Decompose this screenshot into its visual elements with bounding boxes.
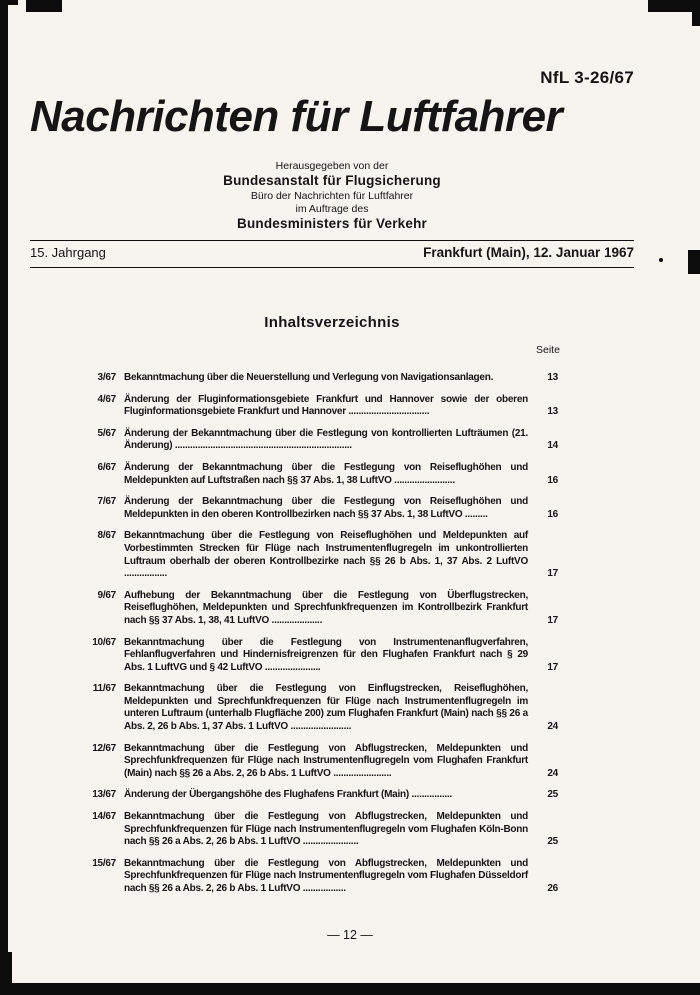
toc-entry-page: 25 <box>547 789 558 801</box>
toc-entry <box>46 590 558 628</box>
toc-entry-page: 17 <box>547 661 558 673</box>
toc-entry-text: Änderung der Bekanntmachung über die Festlegung von Reiseflughöhen und Meldepunkten in den oberen Kontrollbezirken nach §§ 37 Abs. 1, 38 LuftVO ......... <box>124 496 528 520</box>
toc-entry <box>46 462 558 487</box>
publisher-line: im Auftrage des <box>295 203 369 216</box>
toc-entry-page: 16 <box>547 474 558 486</box>
toc-entry <box>46 811 558 849</box>
toc-entry-number: 15/67 <box>92 857 116 869</box>
toc-entry-number: 5/67 <box>97 427 116 439</box>
toc-entry <box>46 496 558 521</box>
divider-rule-bottom <box>30 267 634 268</box>
toc-entry-number: 3/67 <box>97 372 116 383</box>
scan-artifact-top-left <box>26 0 62 12</box>
toc-entry-text: Bekanntmachung über die Festlegung von Abflugstrecken, Meldepunkten und Sprechfunkfrequenzen für Flüge nach Instrumentenflugregeln vom Flughafen Frankfurt (Main) nach §§ 26 a Abs. 2, 26 b Abs. 1 LuftVO ....................... <box>124 742 528 779</box>
toc-entry-page: 14 <box>547 440 558 452</box>
toc-entry-text: Bekanntmachung über die Festlegung von Einflugstrecken, Reiseflughöhen, Meldepunkten und Sprechfunkfrequenzen für Flüge nach Instrumentenflugregeln im unteren Luftraum (unterhalb Flugfläche 200) zum Flughafen Frankfurt (Main) nach §§ 26 a Abs. 2, 26 b Abs. 1, 37 Abs. 1 LuftVO ........................ <box>124 683 528 733</box>
toc-entries <box>46 372 558 896</box>
toc-entry-page: 17 <box>547 614 558 626</box>
toc-entry <box>46 858 558 896</box>
toc-entry-number: 9/67 <box>97 589 116 601</box>
page-column-header: Seite <box>536 344 560 356</box>
volume-label: 15. Jahrgang <box>30 245 106 260</box>
toc-entry-page: 13 <box>547 406 558 418</box>
page-title: Nachrichten für Luftfahrer <box>30 92 563 141</box>
date-label: Frankfurt (Main), 12. Januar 1967 <box>423 245 634 260</box>
toc-entry-number: 7/67 <box>97 496 116 508</box>
table-of-contents <box>46 344 558 905</box>
toc-entry-page: 25 <box>547 836 558 848</box>
toc-entry-page: 24 <box>547 767 558 779</box>
toc-entry-text: Änderung der Fluginformationsgebiete Frankfurt und Hannover sowie der oberen Fluginformationsgebiete Frankfurt und Hannover ................................ <box>124 393 528 418</box>
scan-artifact-top-right-edge <box>692 10 700 26</box>
toc-header-row <box>46 344 558 356</box>
toc-entry-page: 24 <box>547 721 558 733</box>
toc-entry-text: Änderung der Übergangshöhe des Flughafens Frankfurt (Main) ................ <box>124 789 452 801</box>
scan-artifact-bottom-left <box>0 952 12 995</box>
divider-rule-top <box>30 240 634 241</box>
toc-entry <box>46 428 558 453</box>
toc-entry-page: 26 <box>547 883 558 894</box>
scan-artifact-dot <box>659 258 663 262</box>
masthead-row <box>30 245 634 260</box>
footer-page-number: — 12 — <box>327 928 373 942</box>
publisher-block <box>30 160 634 233</box>
toc-entry-text: Bekanntmachung über die Festlegung von Abflugstrecken, Meldepunkten und Sprechfunkfrequenzen für Flüge nach Instrumentenflugregeln vom Flughafen Köln-Bonn nach §§ 26 a Abs. 2, 26 b Abs. 1 LuftVO ...................... <box>124 811 528 848</box>
toc-entry-number: 10/67 <box>92 636 116 648</box>
scan-artifact-top-left-small <box>8 0 18 5</box>
toc-entry-text: Bekanntmachung über die Festlegung von Instrumentenanflugverfahren, Fehlanflugverfahren und Hindernisfreigrenzen für den Flughafen Frankfurt nach § 29 Abs. 1 LuftVG und § 42 LuftVO ...................... <box>124 636 528 673</box>
publisher-line: Büro der Nachrichten für Luftfahrer <box>250 190 414 202</box>
toc-entry-text: Bekanntmachung über die Neuerstellung und Verlegung von Navigationsanlagen. <box>124 372 494 383</box>
issue-number: NfL 3-26/67 <box>540 68 634 87</box>
scan-artifact-right-mid <box>688 250 700 274</box>
toc-entry <box>46 683 558 733</box>
toc-entry <box>46 372 558 385</box>
scan-artifact-bottom-strip <box>0 983 700 995</box>
toc-entry-page: 17 <box>547 568 558 580</box>
toc-entry-number: 12/67 <box>92 742 116 754</box>
toc-entry <box>46 743 558 781</box>
toc-entry-number: 6/67 <box>97 461 116 473</box>
publisher-ministry: Bundesministers für Verkehr <box>237 216 427 232</box>
toc-entry-page: 13 <box>547 372 558 383</box>
toc-entry-number: 11/67 <box>92 683 116 695</box>
toc-entry-text: Bekanntmachung über die Festlegung von Reiseflughöhen und Meldepunkten auf Vorbestimmten Strecken für Flüge nach Instrumentenflugregeln im unkontrollierten Luftraum oberhalb der oberen Kontrollbezirke nach §§ 26 b Abs. 1, 37 Abs. 2 LuftVO ................. <box>124 530 528 580</box>
toc-entry-text: Bekanntmachung über die Festlegung von Abflugstrecken, Meldepunkten und Sprechfunkfrequenzen für Flüge nach Instrumentenflugregeln vom Flughafen Düsseldorf nach §§ 26 a Abs. 2, 26 b Abs. 1 LuftVO ................. <box>124 857 528 894</box>
toc-entry-text: Änderung der Bekanntmachung über die Festlegung von Reiseflughöhen und Meldepunkten auf Luftstraßen nach §§ 37 Abs. 1, 38 LuftVO ........................ <box>124 461 528 486</box>
toc-entry-text: Aufhebung der Bekanntmachung über die Festlegung von Überflugstrecken, Reiseflughöhen, Meldepunkten und Sprechfunkfrequenzen im Kontrollbezirk Frankfurt nach §§ 37 Abs. 1, 38, 41 LuftVO .................... <box>124 589 528 626</box>
publisher-name: Bundesanstalt für Flugsicherung <box>223 173 441 189</box>
toc-entry <box>46 394 558 419</box>
toc-entry-number: 8/67 <box>97 530 116 542</box>
toc-title: Inhaltsverzeichnis <box>264 314 400 331</box>
publisher-line: Herausgegeben von der <box>275 160 389 172</box>
toc-entry-number: 4/67 <box>97 393 116 405</box>
toc-entry-number: 13/67 <box>92 789 116 801</box>
toc-entry <box>46 637 558 675</box>
toc-entry-text: Änderung der Bekanntmachung über die Festlegung von kontrollierten Lufträumen (21. Änderung) ...................................................................... <box>124 427 528 452</box>
toc-entry <box>46 530 558 580</box>
toc-entry <box>46 789 558 802</box>
scan-artifact-left-strip <box>0 0 8 995</box>
toc-entry-number: 14/67 <box>92 811 116 823</box>
toc-entry-page: 16 <box>547 508 558 520</box>
